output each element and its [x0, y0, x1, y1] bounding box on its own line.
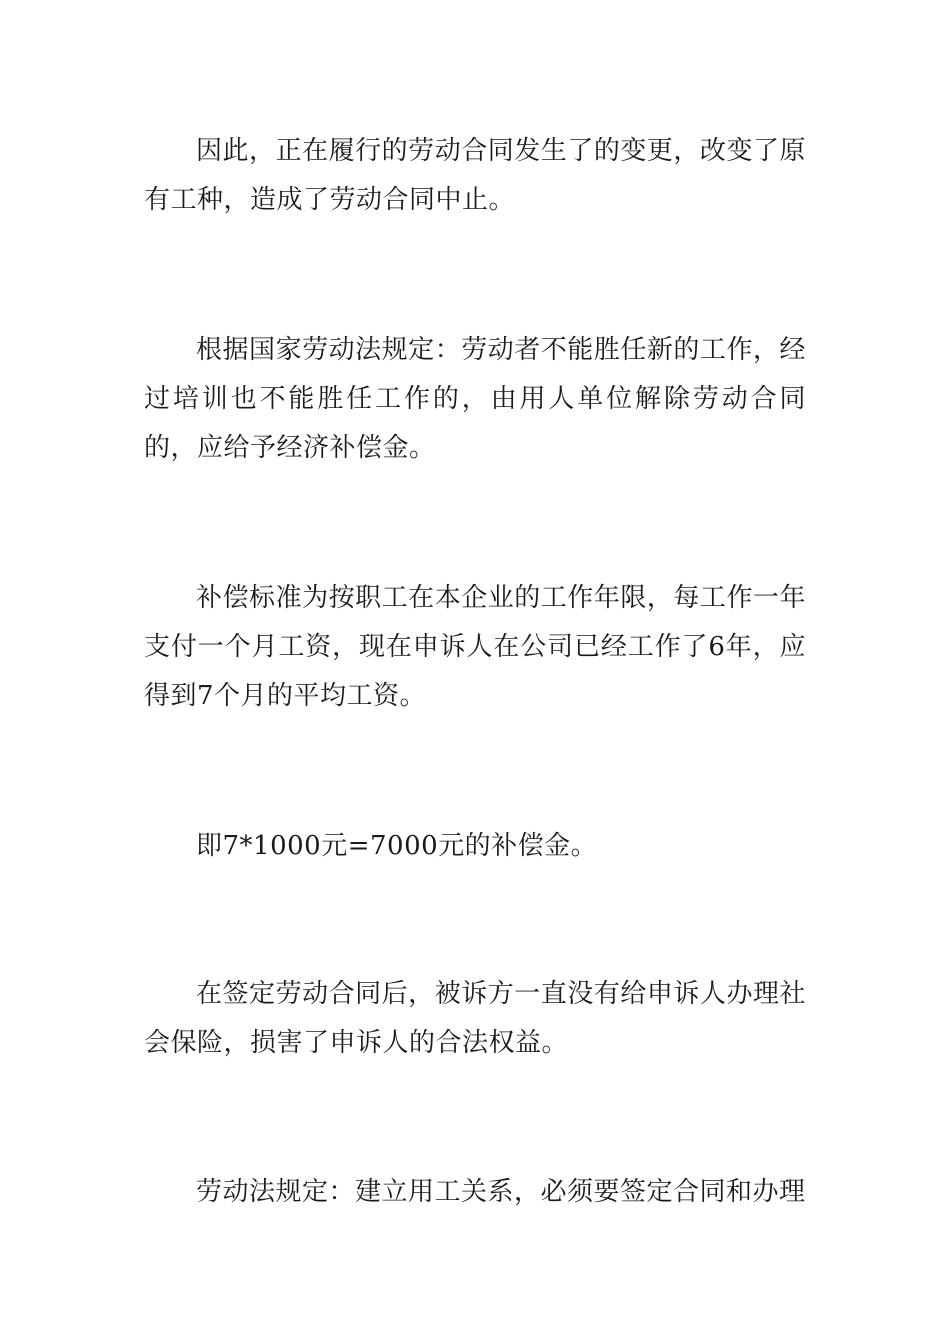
paragraph-social-insurance: 在签定劳动合同后，被诉方一直没有给申诉人办理社会保险，损害了申诉人的合法权益。: [144, 979, 806, 1058]
paragraph-labor-law-requirement: 劳动法规定：建立用工关系，必须要签定合同和办理: [196, 1177, 806, 1207]
paragraph-compensation-calculation: 即7*1000元=7000元的补偿金。: [196, 831, 598, 861]
paragraph-compensation-standard: 补偿标准为按职工在本企业的工作年限，每工作一年支付一个月工资，现在申诉人在公司已经工作了6年，应得到7个月的平均工资。: [144, 583, 806, 711]
paragraph-labor-law-provision: 根据国家劳动法规定：劳动者不能胜任新的工作，经过培训也不能胜任工作的，由用人单位解除劳动合同的，应给予经济补偿金。: [144, 335, 806, 463]
paragraph-contract-change: 因此，正在履行的劳动合同发生了的变更，改变了原有工种，造成了劳动合同中止。: [144, 136, 806, 215]
